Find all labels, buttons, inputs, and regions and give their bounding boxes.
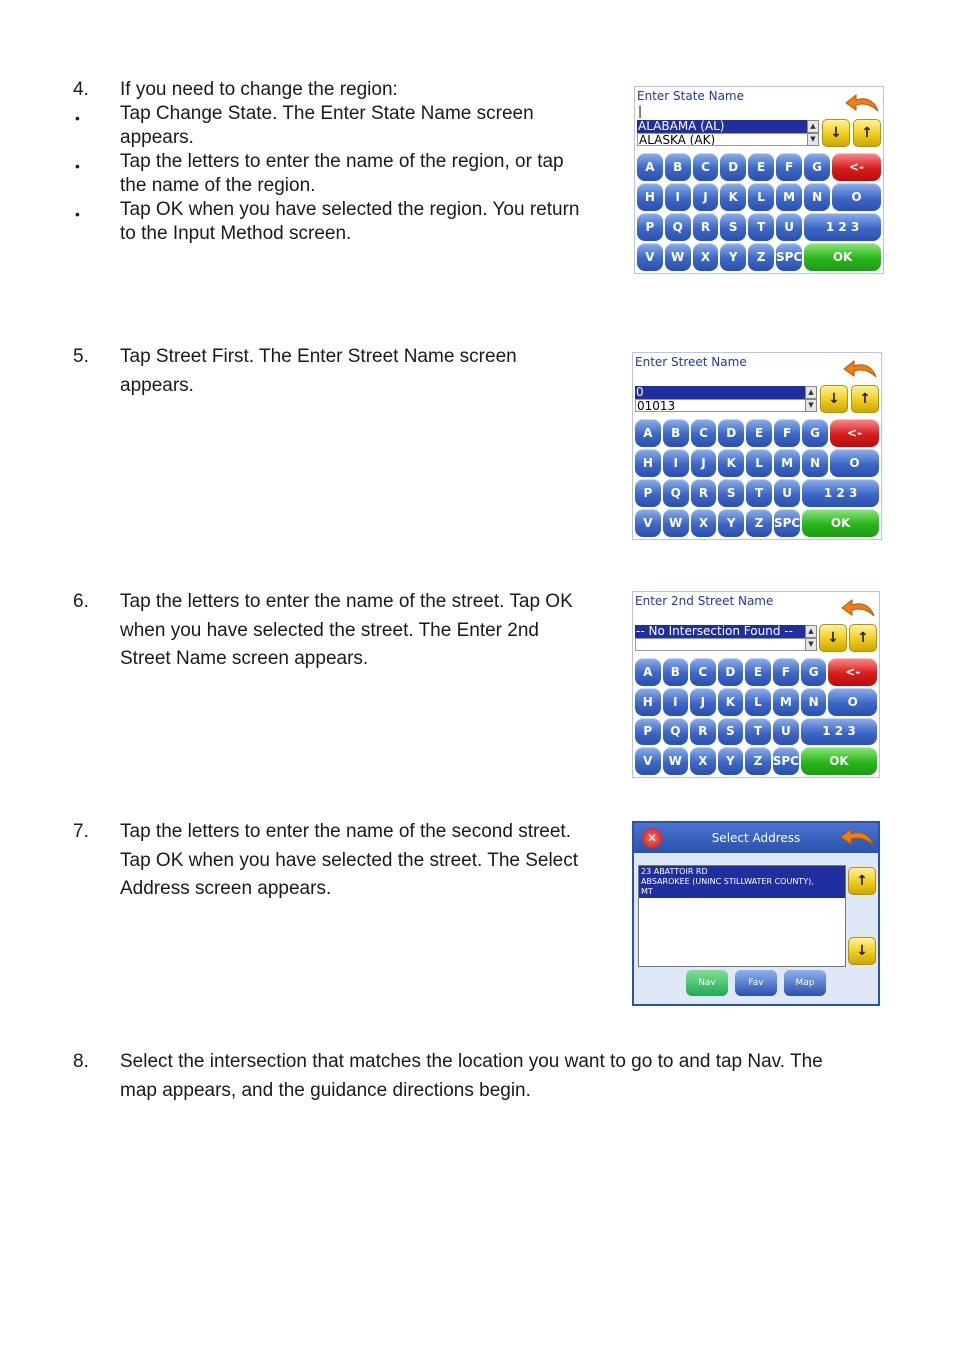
ok-button[interactable]: OK bbox=[804, 243, 881, 271]
key[interactable]: R bbox=[691, 479, 717, 507]
ok-button[interactable]: OK bbox=[801, 747, 877, 775]
key[interactable]: M bbox=[774, 449, 800, 477]
key[interactable]: D bbox=[718, 419, 744, 447]
key[interactable]: M bbox=[776, 183, 802, 211]
step-line: appears. bbox=[120, 374, 194, 396]
list-item-empty[interactable] bbox=[635, 638, 807, 651]
back-arrow-icon[interactable] bbox=[839, 827, 875, 849]
scroll-down-icon[interactable]: ▼ bbox=[807, 133, 819, 146]
key[interactable]: C bbox=[691, 419, 717, 447]
key[interactable]: L bbox=[748, 183, 774, 211]
key[interactable]: C bbox=[693, 153, 719, 181]
step-6 bbox=[0, 588, 620, 678]
key[interactable]: X bbox=[691, 509, 717, 537]
ok-button[interactable]: OK bbox=[802, 509, 879, 537]
key[interactable]: Z bbox=[745, 747, 771, 775]
step-7 bbox=[0, 818, 620, 908]
screen-header bbox=[634, 823, 878, 853]
key[interactable]: F bbox=[776, 153, 802, 181]
key[interactable]: P bbox=[637, 213, 663, 241]
key[interactable]: W bbox=[665, 243, 691, 271]
key[interactable]: T bbox=[748, 213, 774, 241]
screen-title: Select Address bbox=[711, 831, 801, 845]
key[interactable]: I bbox=[665, 183, 691, 211]
key[interactable]: Q bbox=[665, 213, 691, 241]
list-item[interactable]: ALABAMA (AL) bbox=[637, 120, 809, 133]
key[interactable]: T bbox=[746, 479, 772, 507]
step-line: Address screen appears. bbox=[120, 878, 332, 899]
key[interactable]: R bbox=[690, 718, 716, 746]
key[interactable]: J bbox=[693, 183, 719, 211]
keyboard bbox=[635, 419, 879, 537]
list-item[interactable]: ALASKA (AK) bbox=[637, 133, 809, 146]
key[interactable]: Q bbox=[663, 479, 689, 507]
screenshot-enter-street-name bbox=[632, 352, 882, 540]
keyboard bbox=[635, 658, 877, 775]
step-4 bbox=[0, 78, 620, 258]
step-line: Tap Street First. The Enter Street Name screen bbox=[120, 346, 517, 367]
key[interactable]: W bbox=[663, 747, 689, 775]
up-arrow-button[interactable]: ↑ bbox=[853, 119, 881, 147]
key[interactable]: F bbox=[774, 419, 800, 447]
scroll-down-icon[interactable]: ▼ bbox=[805, 638, 817, 651]
key[interactable]: U bbox=[774, 479, 800, 507]
key[interactable]: Z bbox=[748, 243, 774, 271]
bullet-line: the name of the region. bbox=[120, 175, 316, 196]
bullet-line: Tap OK when you have selected the region. You return bbox=[120, 199, 580, 220]
key[interactable]: D bbox=[720, 153, 746, 181]
step-line: Select the intersection that matches the location you want to go to and tap Nav. The bbox=[120, 1051, 823, 1072]
bullet-line: to the Input Method screen. bbox=[120, 223, 352, 244]
map-button[interactable]: Map bbox=[784, 970, 826, 996]
scroll-up-icon[interactable]: ▲ bbox=[805, 386, 817, 399]
close-icon[interactable]: ✕ bbox=[642, 828, 662, 848]
list-item[interactable]: -- No Intersection Found -- bbox=[635, 625, 807, 638]
key[interactable]: O bbox=[832, 183, 881, 211]
key[interactable]: X bbox=[690, 747, 716, 775]
key[interactable]: R bbox=[693, 213, 719, 241]
key[interactable]: Z bbox=[746, 509, 772, 537]
key[interactable]: L bbox=[746, 449, 772, 477]
list-item[interactable] bbox=[639, 866, 845, 898]
step-8 bbox=[0, 1048, 920, 1108]
down-arrow-button[interactable]: ↓ bbox=[820, 385, 848, 413]
step-line: Street Name screen appears. bbox=[120, 648, 369, 669]
key[interactable]: B bbox=[663, 658, 689, 686]
key[interactable]: H bbox=[637, 183, 663, 211]
up-arrow-button[interactable]: ↑ bbox=[849, 624, 877, 652]
key[interactable]: J bbox=[690, 688, 716, 716]
key[interactable]: X bbox=[693, 243, 719, 271]
key[interactable]: P bbox=[635, 718, 661, 746]
step-line: map appears, and the guidance directions begin. bbox=[120, 1079, 531, 1101]
key[interactable]: K bbox=[720, 183, 746, 211]
space-key[interactable]: SPC bbox=[774, 509, 800, 537]
key[interactable]: G bbox=[804, 153, 830, 181]
street-input[interactable]: 0 bbox=[635, 386, 807, 399]
address-line: 23 ABATTOIR RD bbox=[641, 867, 708, 876]
key[interactable]: V bbox=[635, 509, 661, 537]
key[interactable]: H bbox=[635, 688, 661, 716]
key[interactable]: J bbox=[691, 449, 717, 477]
space-key[interactable]: SPC bbox=[776, 243, 802, 271]
address-line: MT bbox=[641, 887, 653, 896]
step-number: 6. bbox=[73, 591, 89, 612]
bullet-icon: • bbox=[75, 110, 80, 126]
down-arrow-button[interactable]: ↓ bbox=[822, 119, 850, 147]
bullet-icon: • bbox=[75, 206, 80, 222]
step-line: Tap OK when you have selected the street. The Select bbox=[120, 849, 579, 871]
screen-title: Enter State Name bbox=[637, 89, 745, 103]
keyboard bbox=[637, 153, 881, 271]
space-key[interactable]: SPC bbox=[773, 747, 799, 775]
key[interactable]: A bbox=[635, 658, 661, 686]
key[interactable]: S bbox=[718, 718, 744, 746]
key[interactable]: G bbox=[802, 419, 828, 447]
backspace-key[interactable]: <- bbox=[832, 153, 881, 181]
key[interactable]: K bbox=[718, 449, 744, 477]
bullet-icon: • bbox=[75, 158, 80, 174]
key[interactable]: S bbox=[718, 479, 744, 507]
key[interactable]: P bbox=[635, 479, 661, 507]
bullet-line: Tap Change State. The Enter State Name screen bbox=[120, 103, 534, 124]
key[interactable]: G bbox=[801, 658, 827, 686]
step-line: Tap the letters to enter the name of the street. Tap OK bbox=[120, 591, 573, 612]
key[interactable]: T bbox=[745, 718, 771, 746]
key[interactable]: W bbox=[663, 509, 689, 537]
key[interactable]: E bbox=[746, 419, 772, 447]
key[interactable]: L bbox=[745, 688, 771, 716]
up-arrow-button[interactable]: ↑ bbox=[851, 385, 879, 413]
key[interactable]: H bbox=[635, 449, 661, 477]
step-5 bbox=[0, 343, 620, 403]
screenshot-enter-state-name bbox=[634, 86, 884, 274]
numbers-key[interactable]: 1 2 3 bbox=[801, 718, 877, 746]
key[interactable]: I bbox=[663, 688, 689, 716]
key[interactable]: A bbox=[637, 153, 663, 181]
key[interactable]: C bbox=[690, 658, 716, 686]
numbers-key[interactable]: 1 2 3 bbox=[804, 213, 881, 241]
key[interactable]: Y bbox=[718, 747, 744, 775]
key[interactable]: N bbox=[801, 688, 827, 716]
key[interactable]: F bbox=[773, 658, 799, 686]
step-line: Tap the letters to enter the name of the second street. bbox=[120, 821, 571, 842]
key[interactable]: A bbox=[635, 419, 661, 447]
key[interactable]: O bbox=[830, 449, 879, 477]
key[interactable]: I bbox=[663, 449, 689, 477]
step-text: If you need to change the region: bbox=[120, 79, 398, 100]
backspace-key[interactable]: <- bbox=[828, 658, 877, 686]
list-item[interactable]: 01013 bbox=[635, 399, 807, 412]
step-number: 4. bbox=[73, 79, 89, 100]
key[interactable]: D bbox=[718, 658, 744, 686]
up-arrow-button[interactable]: ↑ bbox=[848, 867, 876, 895]
key[interactable]: Q bbox=[663, 718, 689, 746]
key[interactable]: B bbox=[663, 419, 689, 447]
screen-title: Enter Street Name bbox=[635, 355, 747, 369]
down-arrow-button[interactable]: ↓ bbox=[819, 624, 847, 652]
screenshot-select-address bbox=[632, 821, 880, 1006]
address-list bbox=[638, 865, 846, 967]
key[interactable]: N bbox=[804, 183, 830, 211]
key[interactable]: B bbox=[665, 153, 691, 181]
step-number: 5. bbox=[73, 346, 89, 367]
fav-button[interactable]: Fav bbox=[735, 970, 777, 996]
bullet-line: appears. bbox=[120, 127, 194, 148]
step-number: 7. bbox=[73, 821, 89, 842]
scroll-up-icon[interactable]: ▲ bbox=[807, 120, 819, 133]
state-input[interactable]: | bbox=[637, 105, 757, 118]
key[interactable]: Y bbox=[720, 243, 746, 271]
key[interactable]: O bbox=[828, 688, 877, 716]
key[interactable]: U bbox=[776, 213, 802, 241]
numbers-key[interactable]: 1 2 3 bbox=[802, 479, 879, 507]
key[interactable]: V bbox=[637, 243, 663, 271]
screenshot-enter-2nd-street-name bbox=[632, 591, 880, 778]
screen-title: Enter 2nd Street Name bbox=[635, 594, 774, 608]
back-arrow-icon bbox=[844, 93, 880, 115]
key[interactable]: V bbox=[635, 747, 661, 775]
key[interactable]: S bbox=[720, 213, 746, 241]
key[interactable]: N bbox=[802, 449, 828, 477]
scroll-up-icon[interactable]: ▲ bbox=[805, 625, 817, 638]
bullet-line: Tap the letters to enter the name of the region, or tap bbox=[120, 151, 564, 172]
step-line: when you have selected the street. The Enter 2nd bbox=[120, 619, 539, 641]
step-number: 8. bbox=[73, 1051, 89, 1072]
key[interactable]: M bbox=[773, 688, 799, 716]
down-arrow-button[interactable]: ↓ bbox=[848, 937, 876, 965]
scroll-down-icon[interactable]: ▼ bbox=[805, 399, 817, 412]
nav-button[interactable]: Nav bbox=[686, 970, 728, 996]
key[interactable]: K bbox=[718, 688, 744, 716]
back-arrow-icon bbox=[842, 359, 878, 381]
key[interactable]: E bbox=[745, 658, 771, 686]
key[interactable]: Y bbox=[718, 509, 744, 537]
backspace-key[interactable]: <- bbox=[830, 419, 879, 447]
back-arrow-icon bbox=[840, 598, 876, 620]
key[interactable]: U bbox=[773, 718, 799, 746]
key[interactable]: E bbox=[748, 153, 774, 181]
address-line: ABSAROKEE (UNINC STILLWATER COUNTY), bbox=[641, 877, 814, 886]
